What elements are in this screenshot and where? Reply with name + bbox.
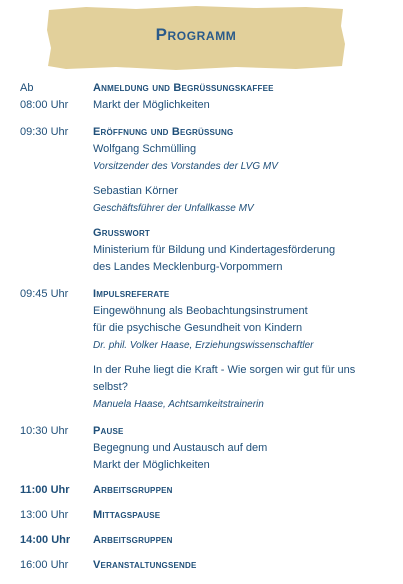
speaker-role: Vorsitzender des Vorstandes der LVG MV [93, 161, 278, 172]
section-heading: Grusswort [93, 227, 151, 239]
time-label: Ab 08:00 Uhr [20, 82, 69, 111]
program-schedule [20, 80, 390, 574]
section-text: Markt der Möglichkeiten [93, 99, 210, 111]
talk-title: Eingewöhnung als Beobachtungsinstrument [93, 305, 308, 317]
speaker-name: Sebastian Körner [93, 185, 178, 197]
speaker-info: Dr. phil. Volker Haase, Erziehungswissenschaftler [93, 340, 314, 351]
time-label: 14:00 Uhr [20, 534, 71, 546]
section-text: Ministerium für Bildung und Kindertagesförderung [93, 244, 336, 256]
section-heading: Pause [93, 425, 124, 437]
page-title: Programm [155, 25, 237, 44]
talk-title: In der Ruhe liegt die Kraft - Wie sorgen wir gut für uns selbst? [93, 364, 356, 393]
section-heading: Arbeitsgruppen [93, 484, 173, 496]
section-text: Begegnung und Austausch auf dem [93, 442, 268, 454]
section-heading: Arbeitsgruppen [93, 534, 173, 546]
section-heading: Anmeldung und Begrüssungskaffee [93, 82, 274, 94]
schedule-item-0800 [20, 80, 390, 114]
schedule-item-1030 [20, 423, 390, 474]
time-label: 13:00 Uhr [20, 509, 69, 521]
section-text: Markt der Möglichkeiten [93, 459, 210, 471]
time-label: 16:00 Uhr [20, 559, 69, 571]
speaker-role: Geschäftsführer der Unfallkasse MV [93, 203, 254, 214]
time-label: 09:30 Uhr [20, 126, 69, 138]
schedule-item-1300 [20, 507, 390, 524]
time-label: 09:45 Uhr [20, 288, 69, 300]
section-text: des Landes Mecklenburg-Vorpommern [93, 261, 283, 273]
schedule-item-0930 [20, 124, 390, 276]
time-label: 10:30 Uhr [20, 425, 69, 437]
section-heading: Mittagspause [93, 509, 161, 521]
speaker-name: Wolfgang Schmülling [93, 143, 197, 155]
title-banner [46, 6, 346, 70]
section-heading: Impulsreferate [93, 288, 170, 300]
section-heading: Veranstaltungsende [93, 559, 197, 571]
talk-title: für die psychische Gesundheit von Kindern [93, 322, 303, 334]
schedule-item-1400 [20, 532, 390, 549]
schedule-item-1100 [20, 482, 390, 499]
schedule-item-1600 [20, 557, 390, 574]
schedule-item-0945 [20, 286, 390, 413]
speaker-info: Manuela Haase, Achtsamkeitstrainerin [93, 399, 264, 410]
time-label: 11:00 Uhr [20, 484, 70, 496]
section-heading: Eröffnung und Begrüssung [93, 126, 234, 138]
